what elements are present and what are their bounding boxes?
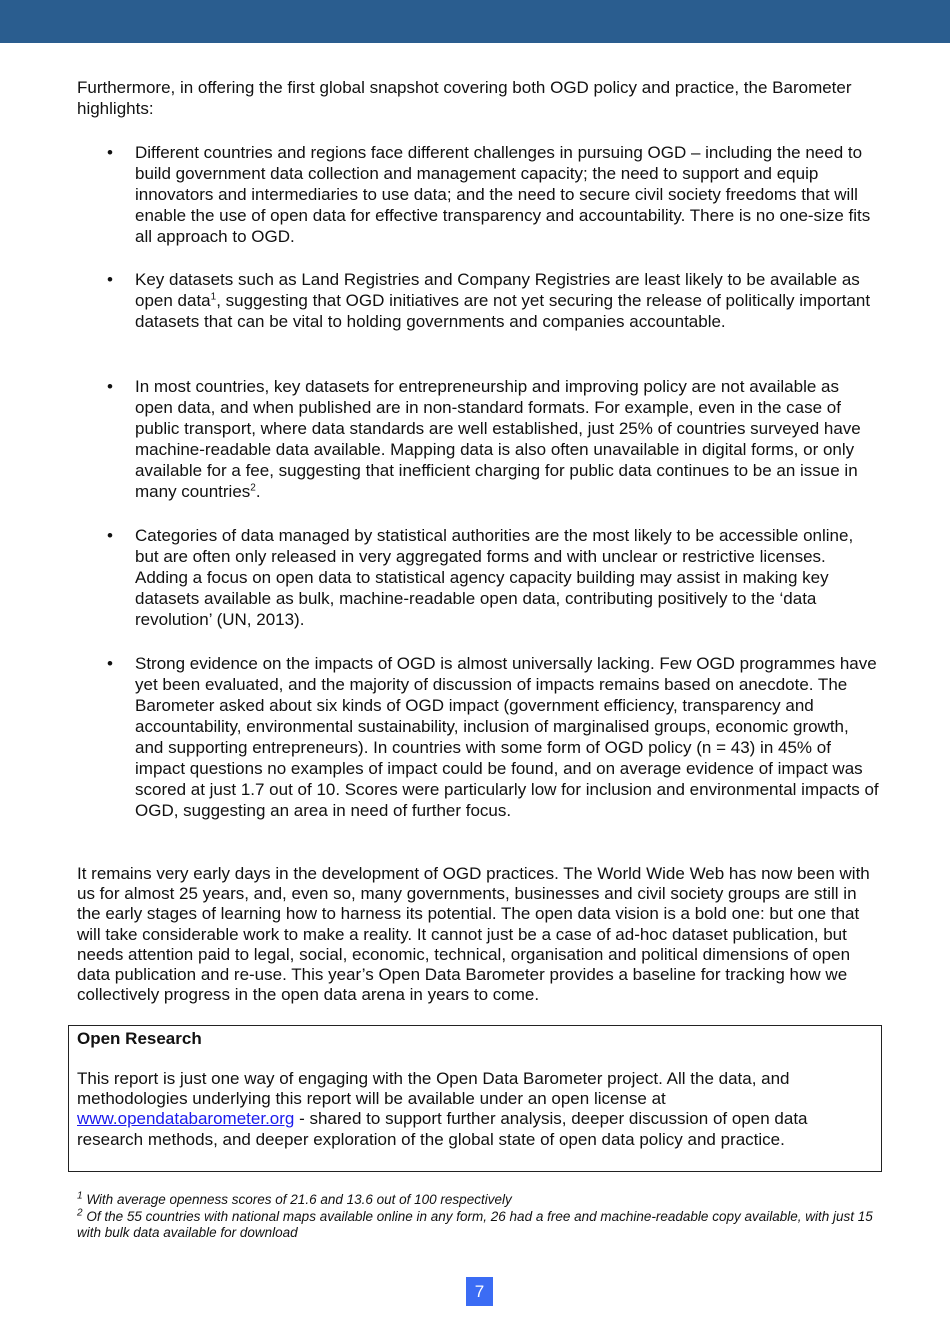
page-number: 7 xyxy=(466,1277,493,1306)
intro-paragraph: Furthermore, in offering the first global snapshot covering both OGD policy and practice, the Barometer highlights: xyxy=(77,78,852,118)
bullet-3 xyxy=(135,376,880,502)
open-research-box xyxy=(68,1025,882,1172)
footnote-text: With average openness scores of 21.6 and 13.6 out of 100 respectively xyxy=(82,1192,512,1207)
box-title: Open Research xyxy=(77,1029,202,1048)
bullet-5 xyxy=(135,653,880,821)
footnote-2 xyxy=(77,1209,877,1241)
bullet-text: Different countries and regions face different challenges in pursuing OGD – including the need to build government data collection and management capacity; the need to support and equip innovators and intermediaries to use data; and the need to secure civil society freedoms that will enable the use of open data for effective transparency and accountability. There is no one-size fits all approach to OGD. xyxy=(135,143,871,246)
bullet-text: Categories of data managed by statistical authorities are the most likely to be accessible online, but are often only released in very aggregated forms and with unclear or restrictive licenses. Adding a focus on open data to statistical agency capacity building may assist in making key datasets available as bulk, machine-readable open data, contributing positively to the ‘data revolution’ (UN, 2013). xyxy=(135,526,854,629)
box-text-after: - shared to support further analysis, deeper discussion of open data research methods, and deeper exploration of the global state of open data policy and practice. xyxy=(77,1109,808,1149)
bullet-1 xyxy=(135,142,880,247)
bullet-2 xyxy=(135,269,880,332)
bullet-4 xyxy=(135,525,880,630)
footnote-number: 2 xyxy=(77,1207,83,1219)
bullet-marker: • xyxy=(107,526,113,545)
bullet-marker: • xyxy=(107,654,113,673)
footnote-ref[interactable]: 2 xyxy=(250,482,256,494)
bullet-text: In most countries, key datasets for entrepreneurship and improving policy are not available as open data, and when published are in non-standard formats. For example, even in the case of public transport, where data standards are well established, just 25% of countries surveyed have machine-readable data available. Mapping data is also often unavailable in digital forms, or only available for a fee, suggesting that inefficient charging for public data continues to be an issue in many countries xyxy=(135,377,861,501)
bullet-text: Strong evidence on the impacts of OGD is almost universally lacking. Few OGD programmes have yet been evaluated, and the majority of discussion of impacts remains based on anecdote. The Barometer asked about six kinds of OGD impact (government efficiency, transparency and accountability, environmental sustainability, inclusion of marginalised groups, economic growth, and supporting entrepreneurs). In countries with some form of OGD policy (n = 43) in 45% of impact questions no examples of impact could be found, and on average evidence of impact was scored at just 1.7 out of 10. Scores were particularly low for inclusion and environmental impacts of OGD, suggesting an area in need of further focus. xyxy=(135,654,879,820)
opendatabarometer-link[interactable]: www.opendatabarometer.org xyxy=(77,1109,295,1129)
bullet-marker: • xyxy=(107,143,113,162)
bullet-text: , suggesting that OGD initiatives are not yet securing the release of politically important datasets that can be vital to holding governments and companies accountable. xyxy=(135,291,871,331)
bullet-marker: • xyxy=(107,270,113,289)
bullet-text: . xyxy=(255,482,261,501)
box-text xyxy=(77,1069,867,1150)
box-text-before: This report is just one way of engaging with the Open Data Barometer project. All the data, and methodologies underlying this report will be available under an open license at xyxy=(77,1069,790,1109)
footnote-1 xyxy=(77,1192,877,1208)
bullet-text: Key datasets such as Land Registries and Company Registries are least likely to be available as open data xyxy=(135,270,860,310)
footnote-text: Of the 55 countries with national maps available online in any form, 26 had a free and machine-readable copy available, with just 15 with bulk data available for download xyxy=(77,1209,873,1240)
header-bar xyxy=(0,0,950,43)
footnote-ref[interactable]: 1 xyxy=(210,291,217,303)
footnote-number: 1 xyxy=(77,1190,83,1202)
closing-paragraph: It remains very early days in the development of OGD practices. The World Wide Web has now been with us for almost 25 years, and, even so, many governments, businesses and civil society groups are still in the early stages of learning how to harness its potential. The open data vision is a bold one: but one that will take considerable work to make a reality. It cannot just be a case of ad-hoc dataset publication, but needs attention paid to legal, social, economic, technical, organisation and political dimensions of open data publication and re-use. This year’s Open Data Barometer provides a baseline for tracking how we collectively progress in the open data arena in years to come. xyxy=(77,864,870,1005)
bullet-marker: • xyxy=(107,377,113,396)
